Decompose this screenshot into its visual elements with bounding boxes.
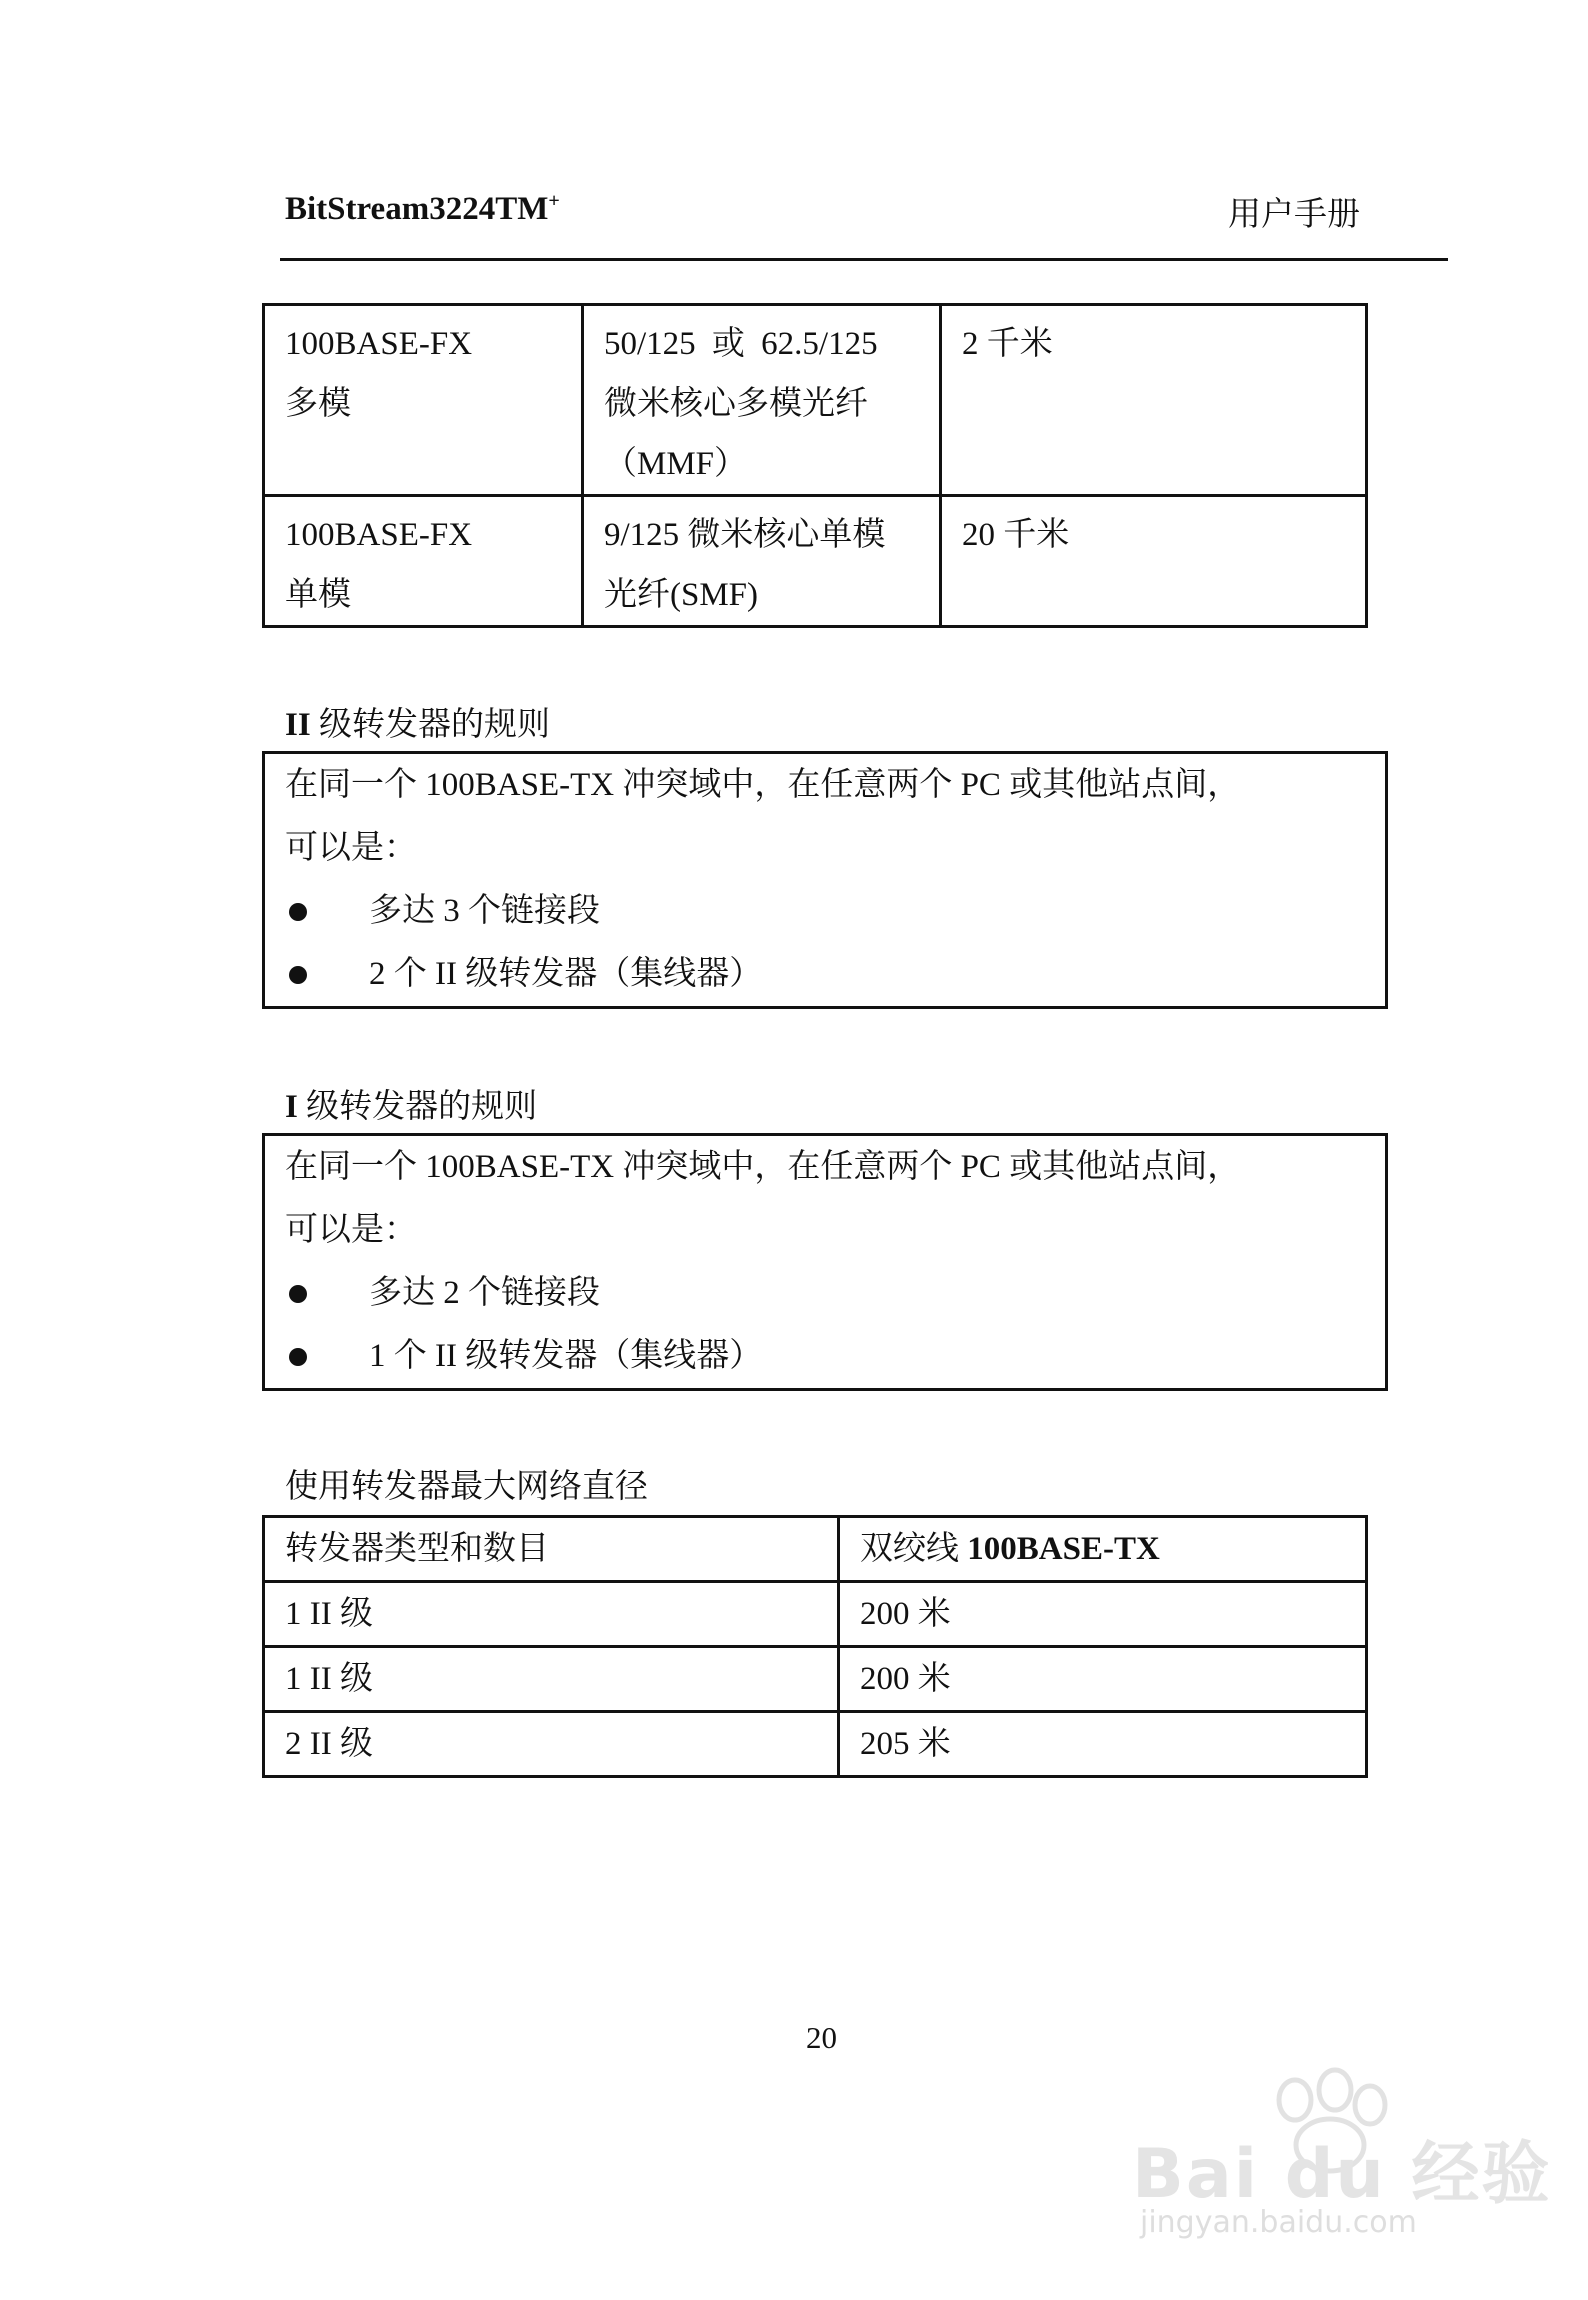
- class1-title-text: 级转发器的规则: [297, 1089, 538, 1125]
- table-cell-value: 200 米: [839, 1647, 1367, 1712]
- class2-title-bold: II: [285, 707, 311, 743]
- list-item: [285, 880, 1385, 943]
- list-item-text: 1 个 II 级转发器（集线器）: [369, 1338, 763, 1374]
- table-row: [264, 1712, 1367, 1777]
- header-divider: [280, 258, 1448, 261]
- table-header-cell: 转发器类型和数目: [264, 1517, 839, 1582]
- rule-text: 可以是：: [285, 830, 417, 866]
- page-number: 20: [806, 2020, 837, 2055]
- watermark-brand: Bai du 经验: [1132, 2135, 1552, 2214]
- table-header-row: [264, 1517, 1367, 1582]
- table-cell-type: 2 II 级: [264, 1712, 839, 1777]
- class1-rules-title: [285, 1080, 537, 1127]
- diameter-caption: 使用转发器最大网络直径: [285, 1469, 648, 1505]
- table-header-cell: [839, 1517, 1367, 1582]
- table-cell-distance: 2 千米: [941, 305, 1367, 496]
- bullet-icon: [289, 1348, 307, 1366]
- table-row: [264, 305, 1367, 496]
- table-cell-distance: 20 千米: [941, 496, 1367, 627]
- document-title-superscript: +: [548, 190, 560, 212]
- list-item: [285, 943, 1385, 1006]
- class2-rules-box: [262, 751, 1388, 1009]
- rule-text: 在同一个 100BASE-TX 冲突域中，在任意两个 PC 或其他站点间，: [285, 1149, 1241, 1185]
- table-cell-cable: [583, 496, 941, 627]
- class1-rules-box: [262, 1133, 1388, 1391]
- list-item: [285, 1325, 1385, 1388]
- table-cell-cable: [583, 305, 941, 496]
- rule-text: 在同一个 100BASE-TX 冲突域中，在任意两个 PC 或其他站点间，: [285, 767, 1241, 803]
- table-row: [264, 1582, 1367, 1647]
- watermark-url: jingyan.baidu.com: [1140, 2205, 1417, 2240]
- table-cell-type: [264, 496, 583, 627]
- class2-rules-title: [285, 698, 550, 745]
- fiber-spec-table: [262, 303, 1368, 628]
- diameter-table: [262, 1515, 1368, 1778]
- document-type-label: 用户手册: [1228, 197, 1360, 233]
- table-row: [264, 1647, 1367, 1712]
- cell-text: 微米核心多模光纤: [604, 386, 868, 422]
- table-cell-type: 1 II 级: [264, 1582, 839, 1647]
- cell-text: 100BASE-FX: [285, 517, 473, 553]
- table-cell-type: [264, 305, 583, 496]
- bullet-icon: [289, 1285, 307, 1303]
- list-item: [285, 1262, 1385, 1325]
- list-item-text: 多达 3 个链接段: [369, 893, 600, 929]
- table-cell-value: 205 米: [839, 1712, 1367, 1777]
- list-item-text: 多达 2 个链接段: [369, 1275, 600, 1311]
- table-cell-value: 200 米: [839, 1582, 1367, 1647]
- rule-text: 可以是：: [285, 1212, 417, 1248]
- list-item-text: 2 个 II 级转发器（集线器）: [369, 956, 763, 992]
- cell-text: （MMF）: [604, 446, 748, 482]
- bullet-icon: [289, 903, 307, 921]
- cell-text: 光纤(SMF): [604, 577, 759, 613]
- header-text: 双绞线: [860, 1531, 968, 1567]
- bullet-icon: [289, 966, 307, 984]
- cell-text: 100BASE-FX: [285, 326, 473, 362]
- cell-text: 单模: [285, 577, 351, 613]
- table-cell-type: 1 II 级: [264, 1647, 839, 1712]
- cell-text: 9/125 微米核心单模: [604, 517, 886, 553]
- document-title: [285, 190, 560, 228]
- class2-title-text: 级转发器的规则: [310, 707, 550, 743]
- cell-text: 多模: [285, 386, 351, 422]
- header-text-bold: 100BASE-TX: [967, 1531, 1160, 1567]
- class1-title-bold: I: [285, 1089, 298, 1125]
- cell-text: 50/125 或 62.5/125: [604, 326, 878, 362]
- table-row: [264, 496, 1367, 627]
- document-title-text: BitStream3224TM: [285, 191, 549, 227]
